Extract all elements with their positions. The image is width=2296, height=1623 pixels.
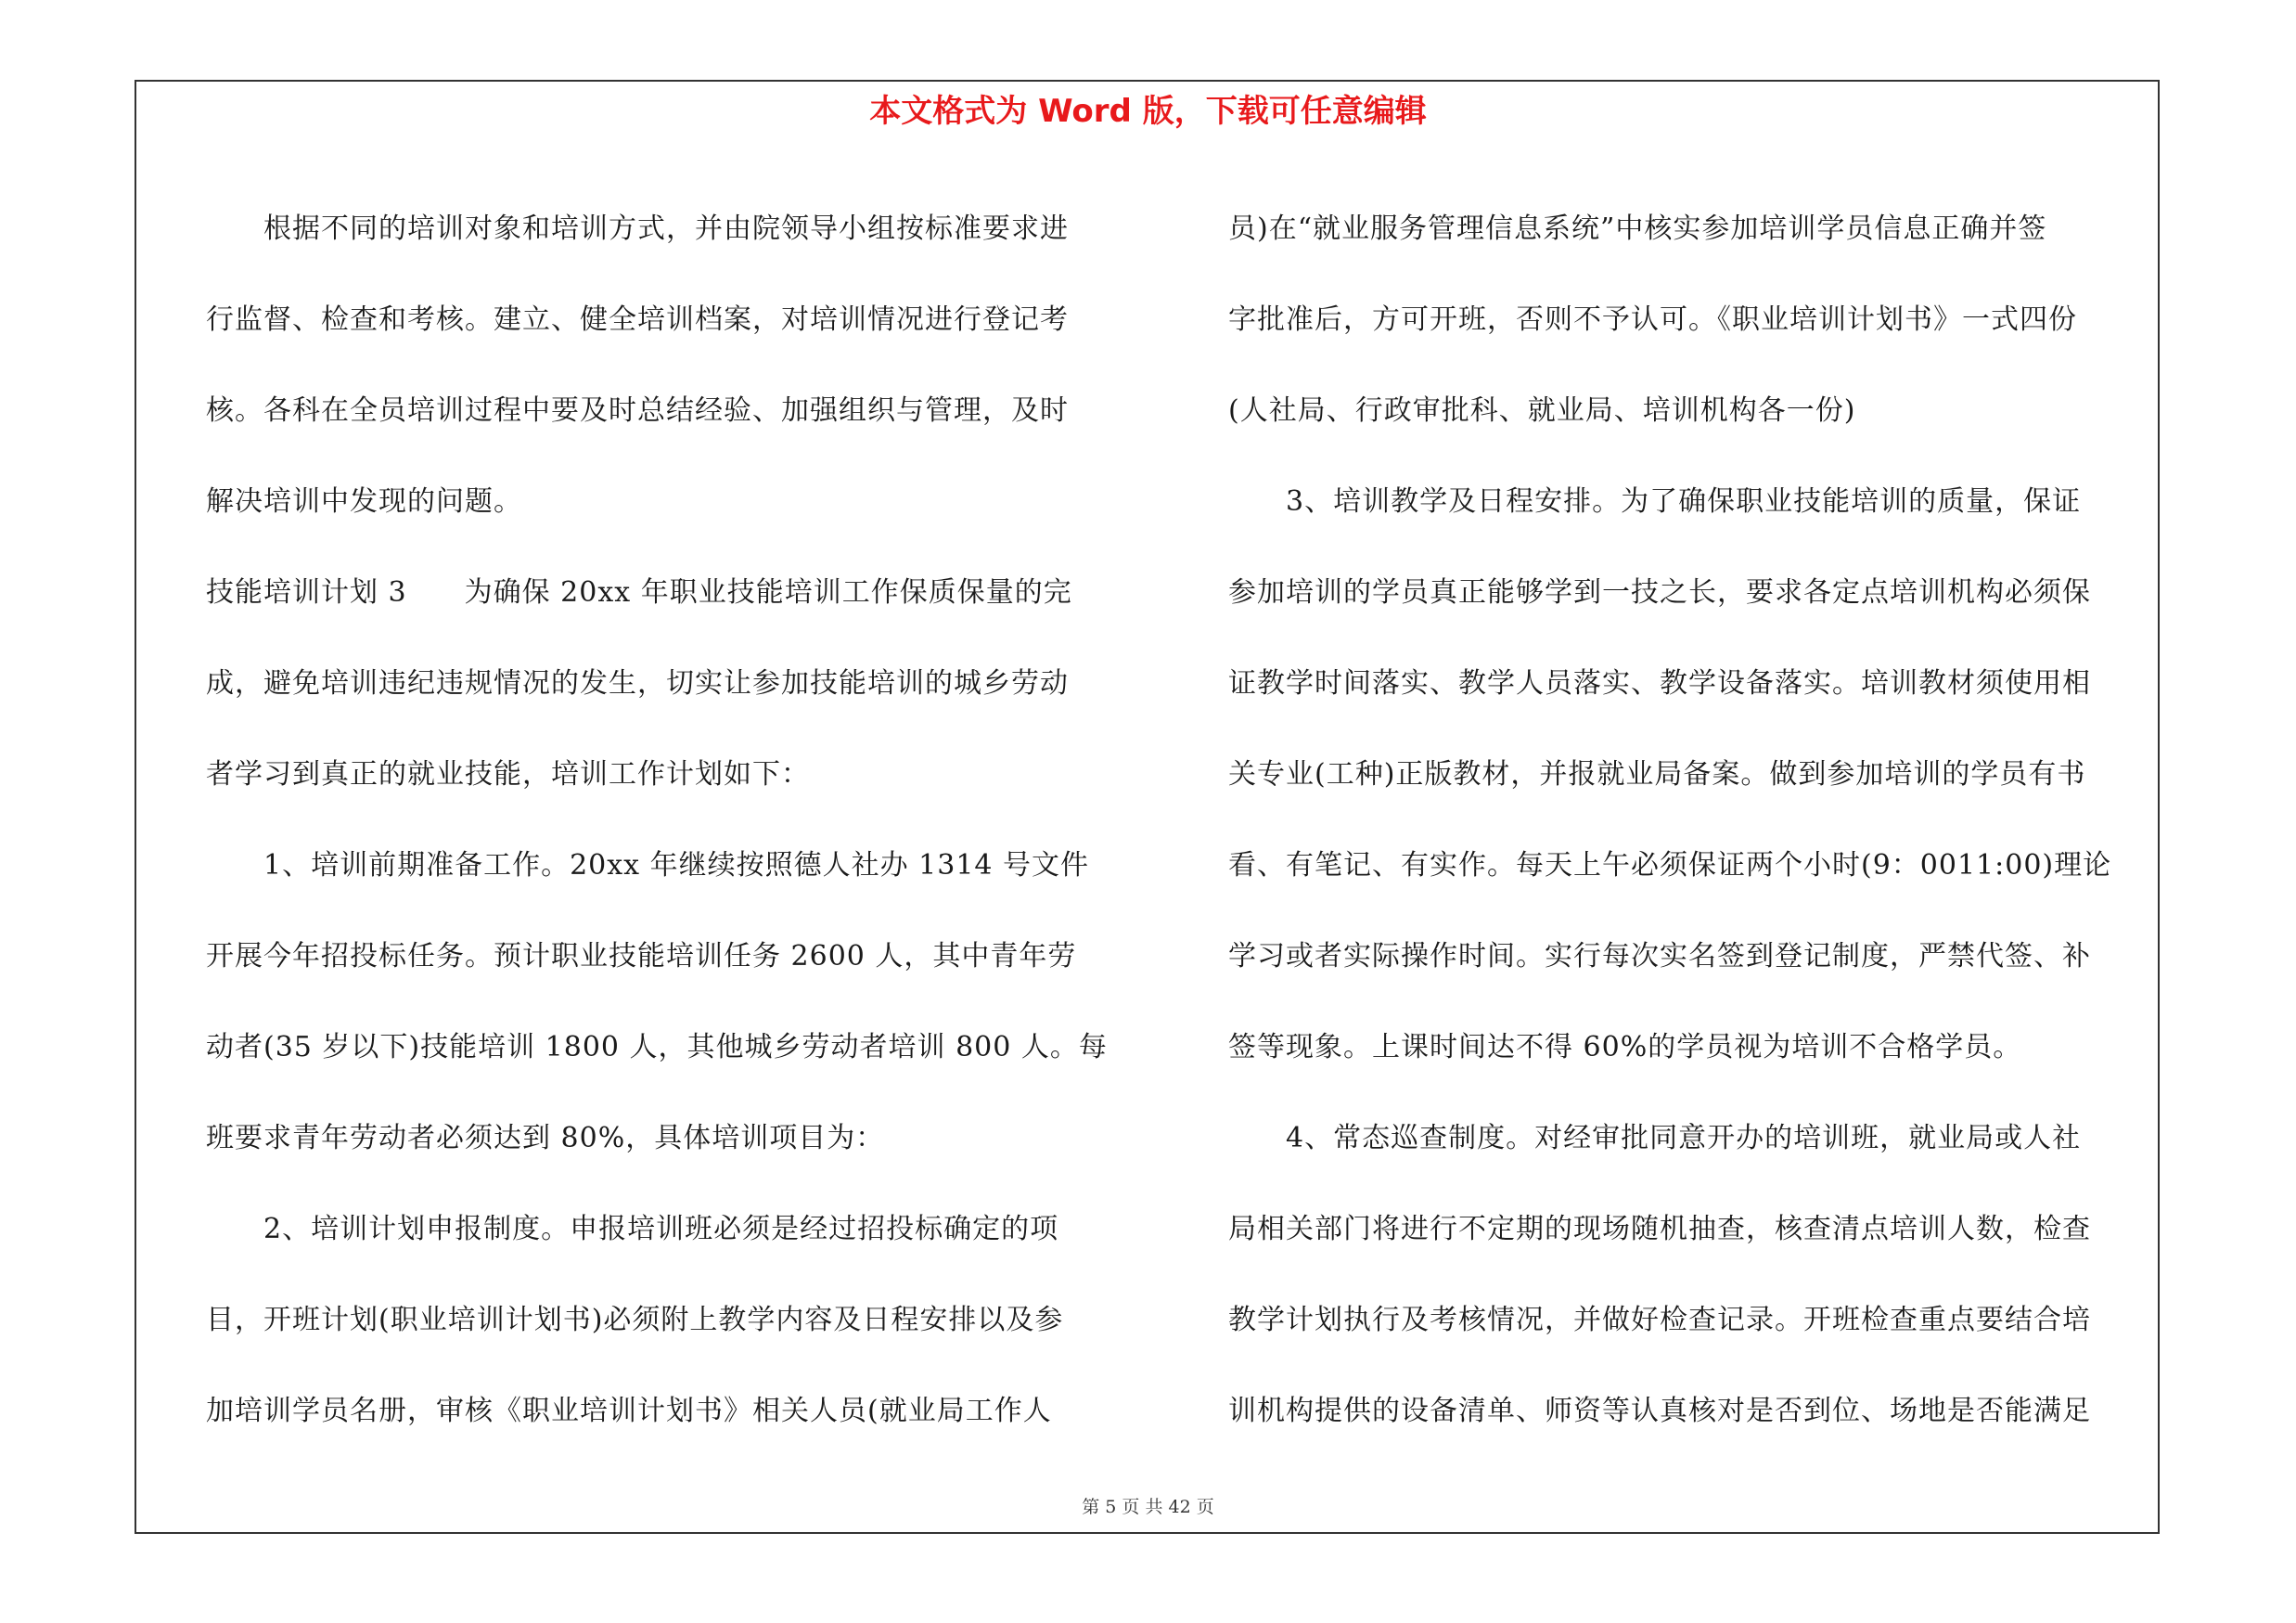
text-line: 行监督、检查和考核。建立、健全培训档案，对培训情况进行登记考 [206, 303, 1069, 336]
text-line: 解决培训中发现的问题。 [206, 485, 522, 518]
text-line: 学习或者实际操作时间。实行每次实名签到登记制度，严禁代签、补 [1228, 940, 2091, 973]
text-line: 核。各科在全员培训过程中要及时总结经验、加强组织与管理，及时 [206, 394, 1069, 427]
text-line: 技能培训计划 3 为确保 20xx 年职业技能培训工作保质保量的完 [206, 576, 1072, 609]
header-title: 本文格式为 Word 版，下载可任意编辑 [869, 93, 1427, 130]
text-line: 局相关部门将进行不定期的现场随机抽查，核查清点培训人数，检查 [1228, 1213, 2091, 1245]
text-line: 训机构提供的设备清单、师资等认真核对是否到位、场地是否能满足 [1228, 1395, 2091, 1427]
text-line: 参加培训的学员真正能够学到一技之长，要求各定点培训机构必须保 [1228, 576, 2091, 609]
text-line: 证教学时间落实、教学人员落实、教学设备落实。培训教材须使用相 [1228, 667, 2091, 700]
text-line: 教学计划执行及考核情况，并做好检查记录。开班检查重点要结合培 [1228, 1304, 2091, 1336]
text-line: (人社局、行政审批科、就业局、培训机构各一份) [1228, 394, 1856, 427]
text-line: 字批准后，方可开班，否则不予认可。《职业培训计划书》一式四份 [1228, 303, 2077, 336]
text-line: 4、常态巡查制度。对经审批同意开办的培训班，就业局或人社 [1286, 1122, 2082, 1154]
text-line: 签等现象。上课时间达不得 60%的学员视为培训不合格学员。 [1228, 1031, 2022, 1063]
right-column [1228, 184, 2156, 1457]
text-line: 3、培训教学及日程安排。为了确保职业技能培训的质量，保证 [1286, 485, 2082, 518]
left-column [206, 184, 1134, 1457]
text-line: 目，开班计划(职业培训计划书)必须附上教学内容及日程安排以及参 [206, 1304, 1064, 1336]
text-line: 者学习到真正的就业技能，培训工作计划如下： [206, 758, 810, 791]
text-line: 2、培训计划申报制度。申报培训班必须是经过招投标确定的项 [263, 1213, 1059, 1245]
text-line: 动者(35 岁以下)技能培训 1800 人，其他城乡劳动者培训 800 人。每 [206, 1031, 1108, 1063]
text-line: 关专业(工种)正版教材，并报就业局备案。做到参加培训的学员有书 [1228, 758, 2086, 791]
text-line: 根据不同的培训对象和培训方式，并由院领导小组按标准要求进 [263, 213, 1069, 245]
text-line: 加培训学员名册，审核《职业培训计划书》相关人员(就业局工作人 [206, 1395, 1052, 1427]
page-number: 第 5 页 共 42 页 [1082, 1497, 1214, 1517]
text-line: 成，避免培训违纪违规情况的发生，切实让参加技能培训的城乡劳动 [206, 667, 1069, 700]
text-line: 班要求青年劳动者必须达到 80%，具体培训项目为： [206, 1122, 885, 1154]
text-line: 开展今年招投标任务。预计职业技能培训任务 2600 人，其中青年劳 [206, 940, 1077, 973]
text-line: 员)在“就业服务管理信息系统”中核实参加培训学员信息正确并签 [1228, 213, 2047, 245]
text-line: 看、有笔记、有实作。每天上午必须保证两个小时(9：0011:00)理论 [1228, 849, 2112, 882]
text-line: 1、培训前期准备工作。20xx 年继续按照德人社办 1314 号文件 [263, 849, 1090, 882]
